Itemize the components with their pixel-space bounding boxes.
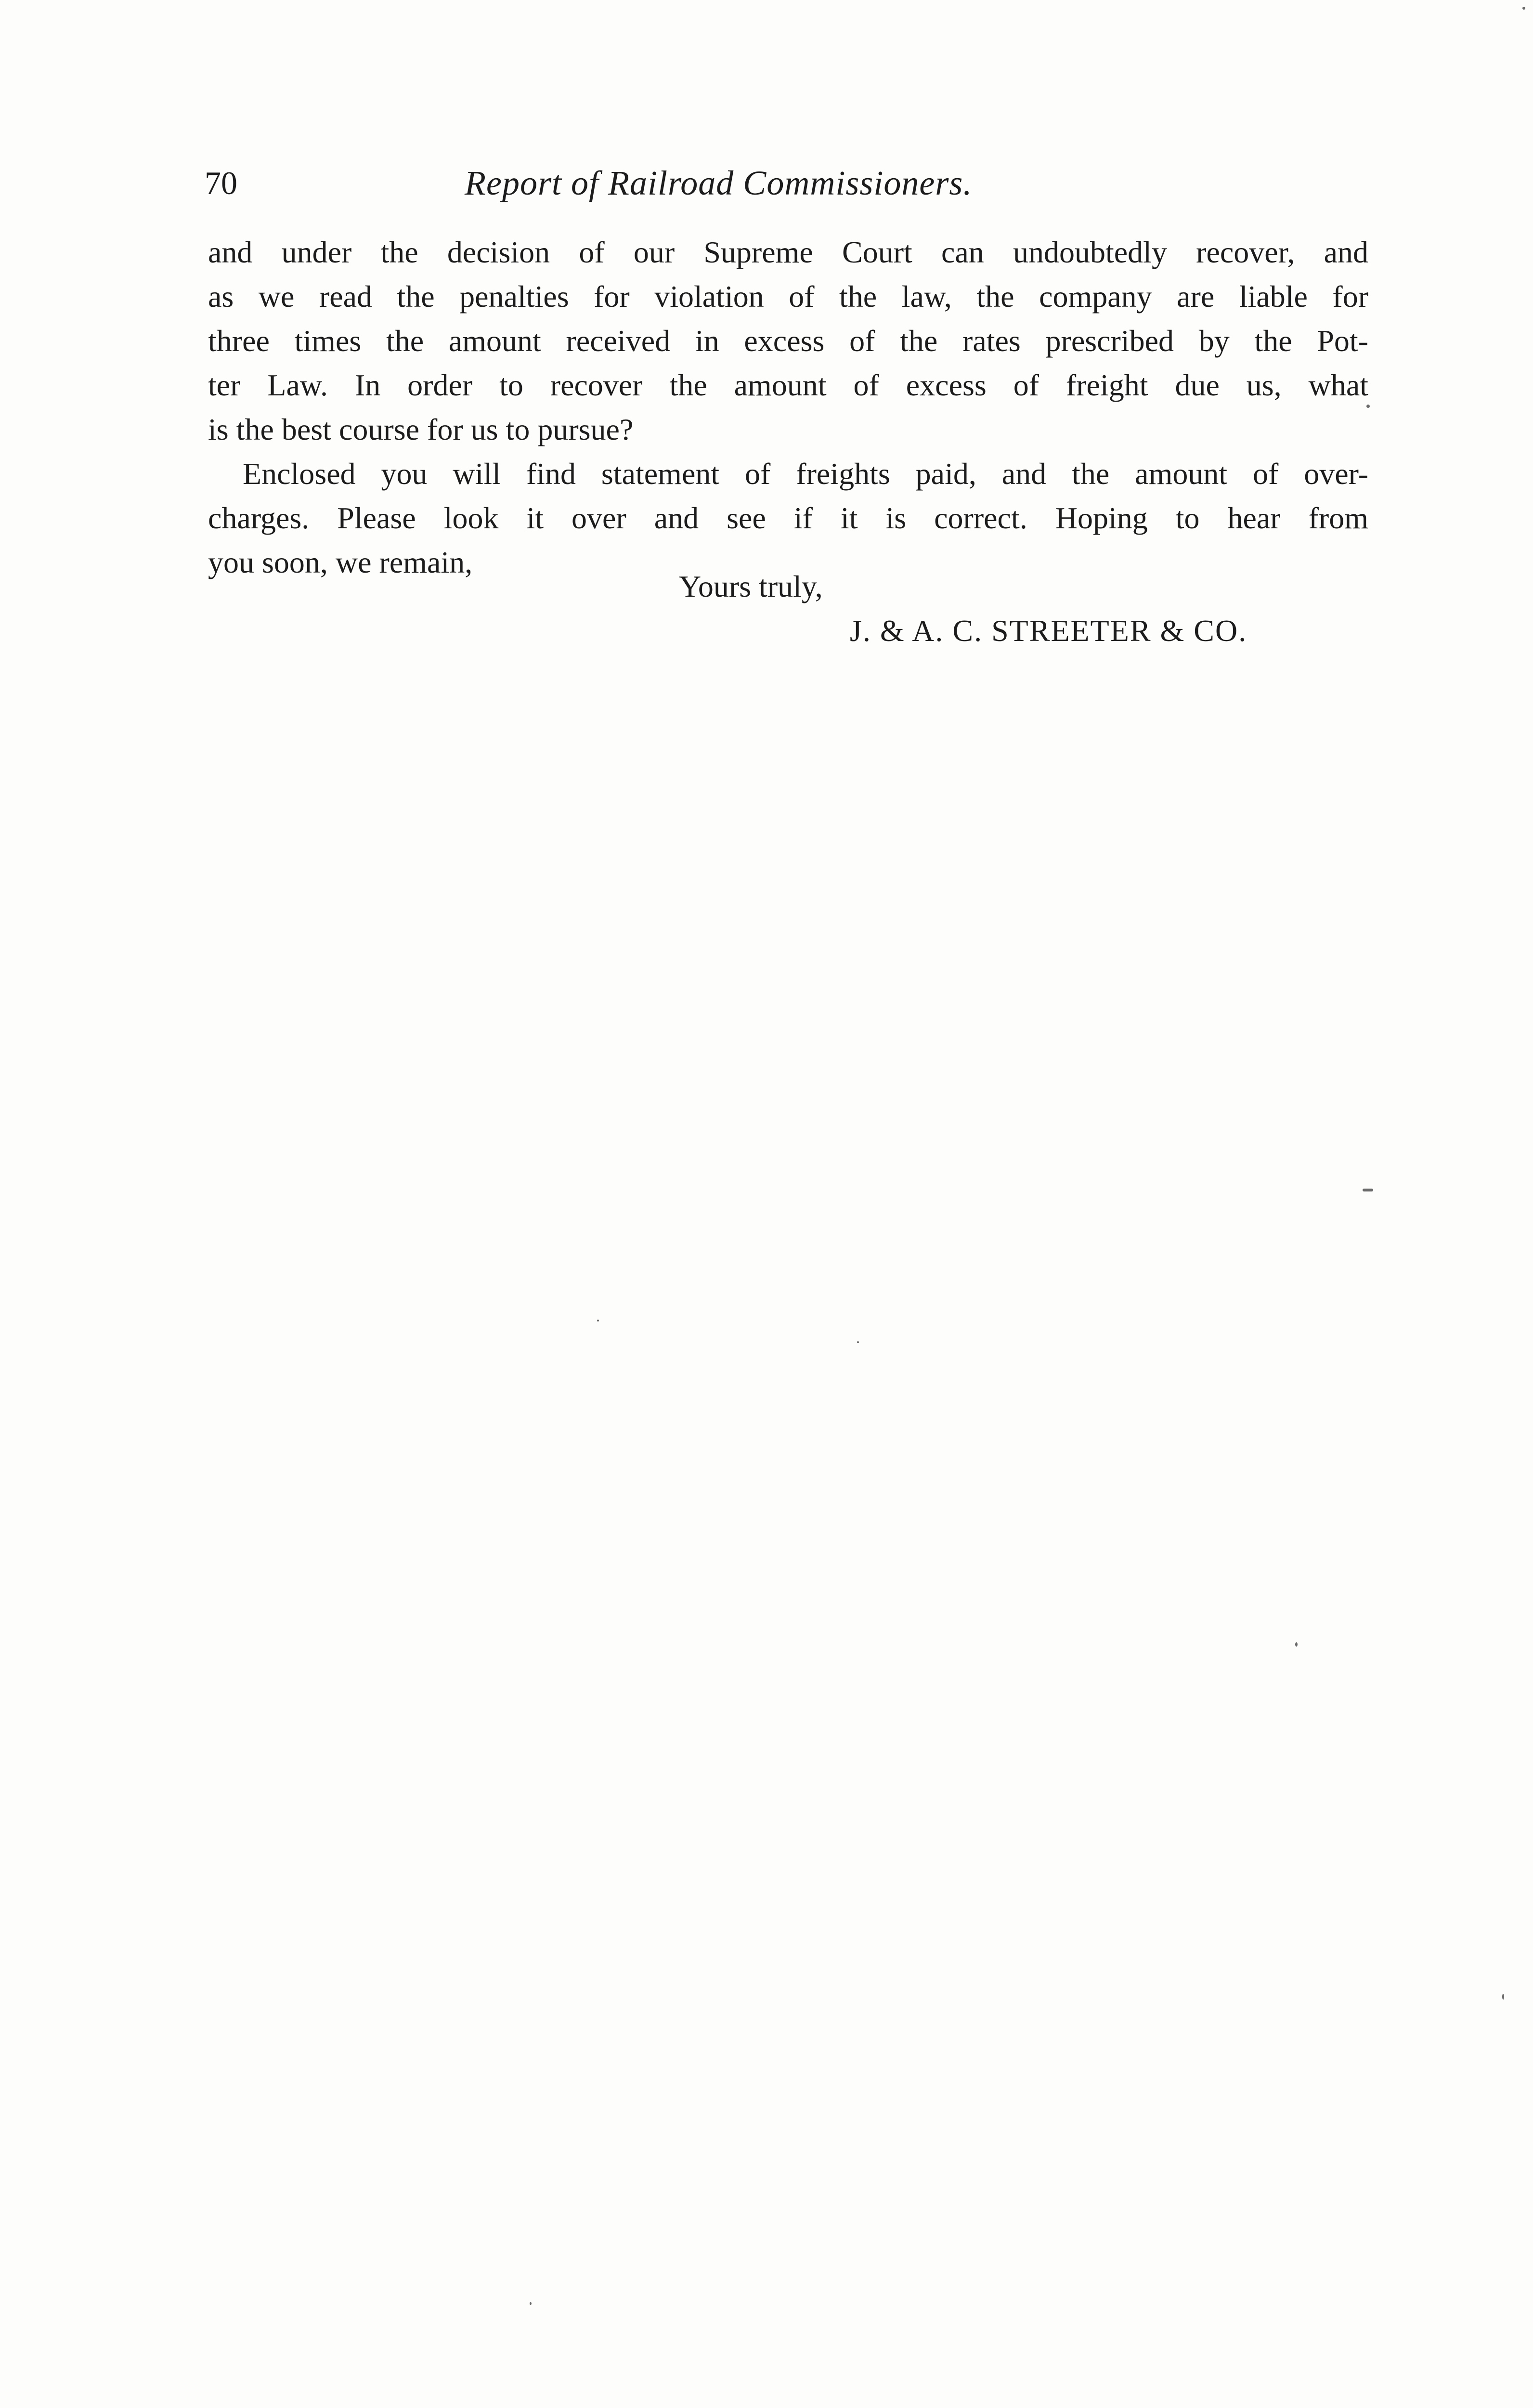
scan-speck xyxy=(1502,1994,1504,2000)
scan-speck xyxy=(1295,1642,1298,1647)
scan-speck xyxy=(1363,1189,1373,1191)
text-line: you soon, we remain, xyxy=(208,545,473,579)
closing-salutation: Yours truly, xyxy=(679,569,823,603)
text-line: ter Law. In order to recover the amount of excess of freight due us, what xyxy=(208,368,1368,402)
text-line: as we read the penalties for violation of the law, the company are liable for xyxy=(208,279,1368,314)
scan-speck xyxy=(1522,7,1525,10)
signature: J. & A. C. STREETER & CO. xyxy=(850,614,1247,648)
running-header xyxy=(205,159,1119,207)
text-line: and under the decision of our Supreme Court can undoubtedly recover, and xyxy=(208,235,1368,269)
text-line: is the best course for us to pursue? xyxy=(208,412,634,446)
scan-speck xyxy=(597,1320,599,1322)
paragraph-1 xyxy=(208,230,1368,452)
scan-speck xyxy=(530,2302,532,2305)
scan-speck xyxy=(857,1341,859,1343)
letter-body xyxy=(208,230,1368,585)
text-line: Enclosed you will find statement of freights paid, and the amount of over- xyxy=(243,457,1368,491)
text-line: three times the amount received in excess of the rates prescribed by the Pot- xyxy=(208,324,1368,358)
text-line: charges. Please look it over and see if it is correct. Hoping to hear from xyxy=(208,501,1368,535)
running-title: Report of Railroad Commissioners. xyxy=(465,164,973,202)
scan-speck xyxy=(1366,405,1370,408)
page-number: 70 xyxy=(205,165,237,201)
